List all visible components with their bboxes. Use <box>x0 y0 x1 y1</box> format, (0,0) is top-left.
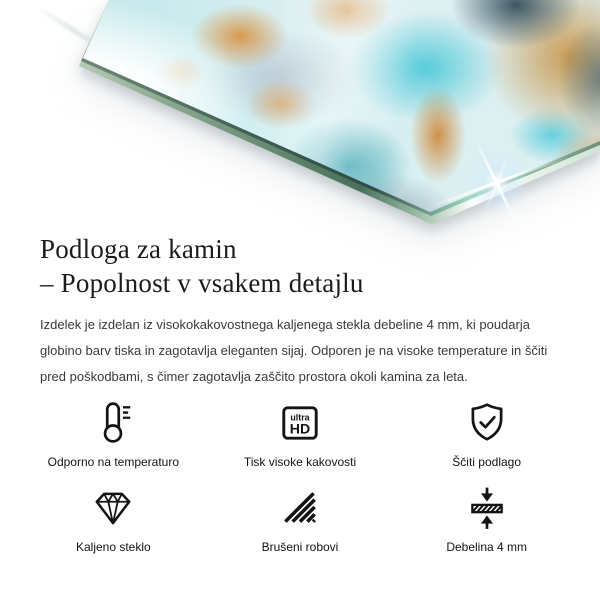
glass-panel-art <box>0 0 600 260</box>
ultra-hd-text-bottom: HD <box>289 420 311 437</box>
page-title-line2: – Popolnost v vsakem detajlu <box>40 268 364 298</box>
ultra-hd-text-top: ultra <box>290 412 310 423</box>
feature-tempered-glass <box>20 485 207 554</box>
feature-print-quality <box>207 400 394 469</box>
shield-check-icon <box>464 400 510 446</box>
feature-thickness <box>393 485 580 554</box>
feature-label: Ščiti podlago <box>452 455 522 469</box>
diamond-icon <box>90 485 136 531</box>
page-title <box>40 232 570 300</box>
product-hero-image <box>0 0 600 260</box>
feature-label: Kaljeno steklo <box>75 540 151 554</box>
product-description: Izdelek je izdelan iz visokokakovostnega kaljenega stekla debeline 4 mm, ki poudarja globino barv tiska in zagotavlja eleganten sijaj. Odporen je na visoke temperature in ščiti pred poškodbami, s čimer zagotavlja zaščito prostora okoli kamina za leta. <box>40 317 548 384</box>
thickness-4mm-icon <box>464 485 510 531</box>
feature-label: Brušeni robovi <box>261 540 339 554</box>
thermometer-icon <box>90 400 136 446</box>
ultra-hd-icon <box>277 400 323 446</box>
feature-label: Tisk visoke kakovosti <box>243 455 357 469</box>
page-title-line1: Podloga za kamin <box>40 234 237 264</box>
glass-panel <box>0 0 600 260</box>
feature-protects-surface <box>393 400 580 469</box>
feature-temperature <box>20 400 207 469</box>
features-grid <box>20 400 580 554</box>
feature-polished-edges <box>207 485 394 554</box>
feature-label: Debelina 4 mm <box>446 540 528 554</box>
brushed-edges-icon <box>277 485 323 531</box>
feature-label: Odporno na temperaturo <box>47 455 180 469</box>
